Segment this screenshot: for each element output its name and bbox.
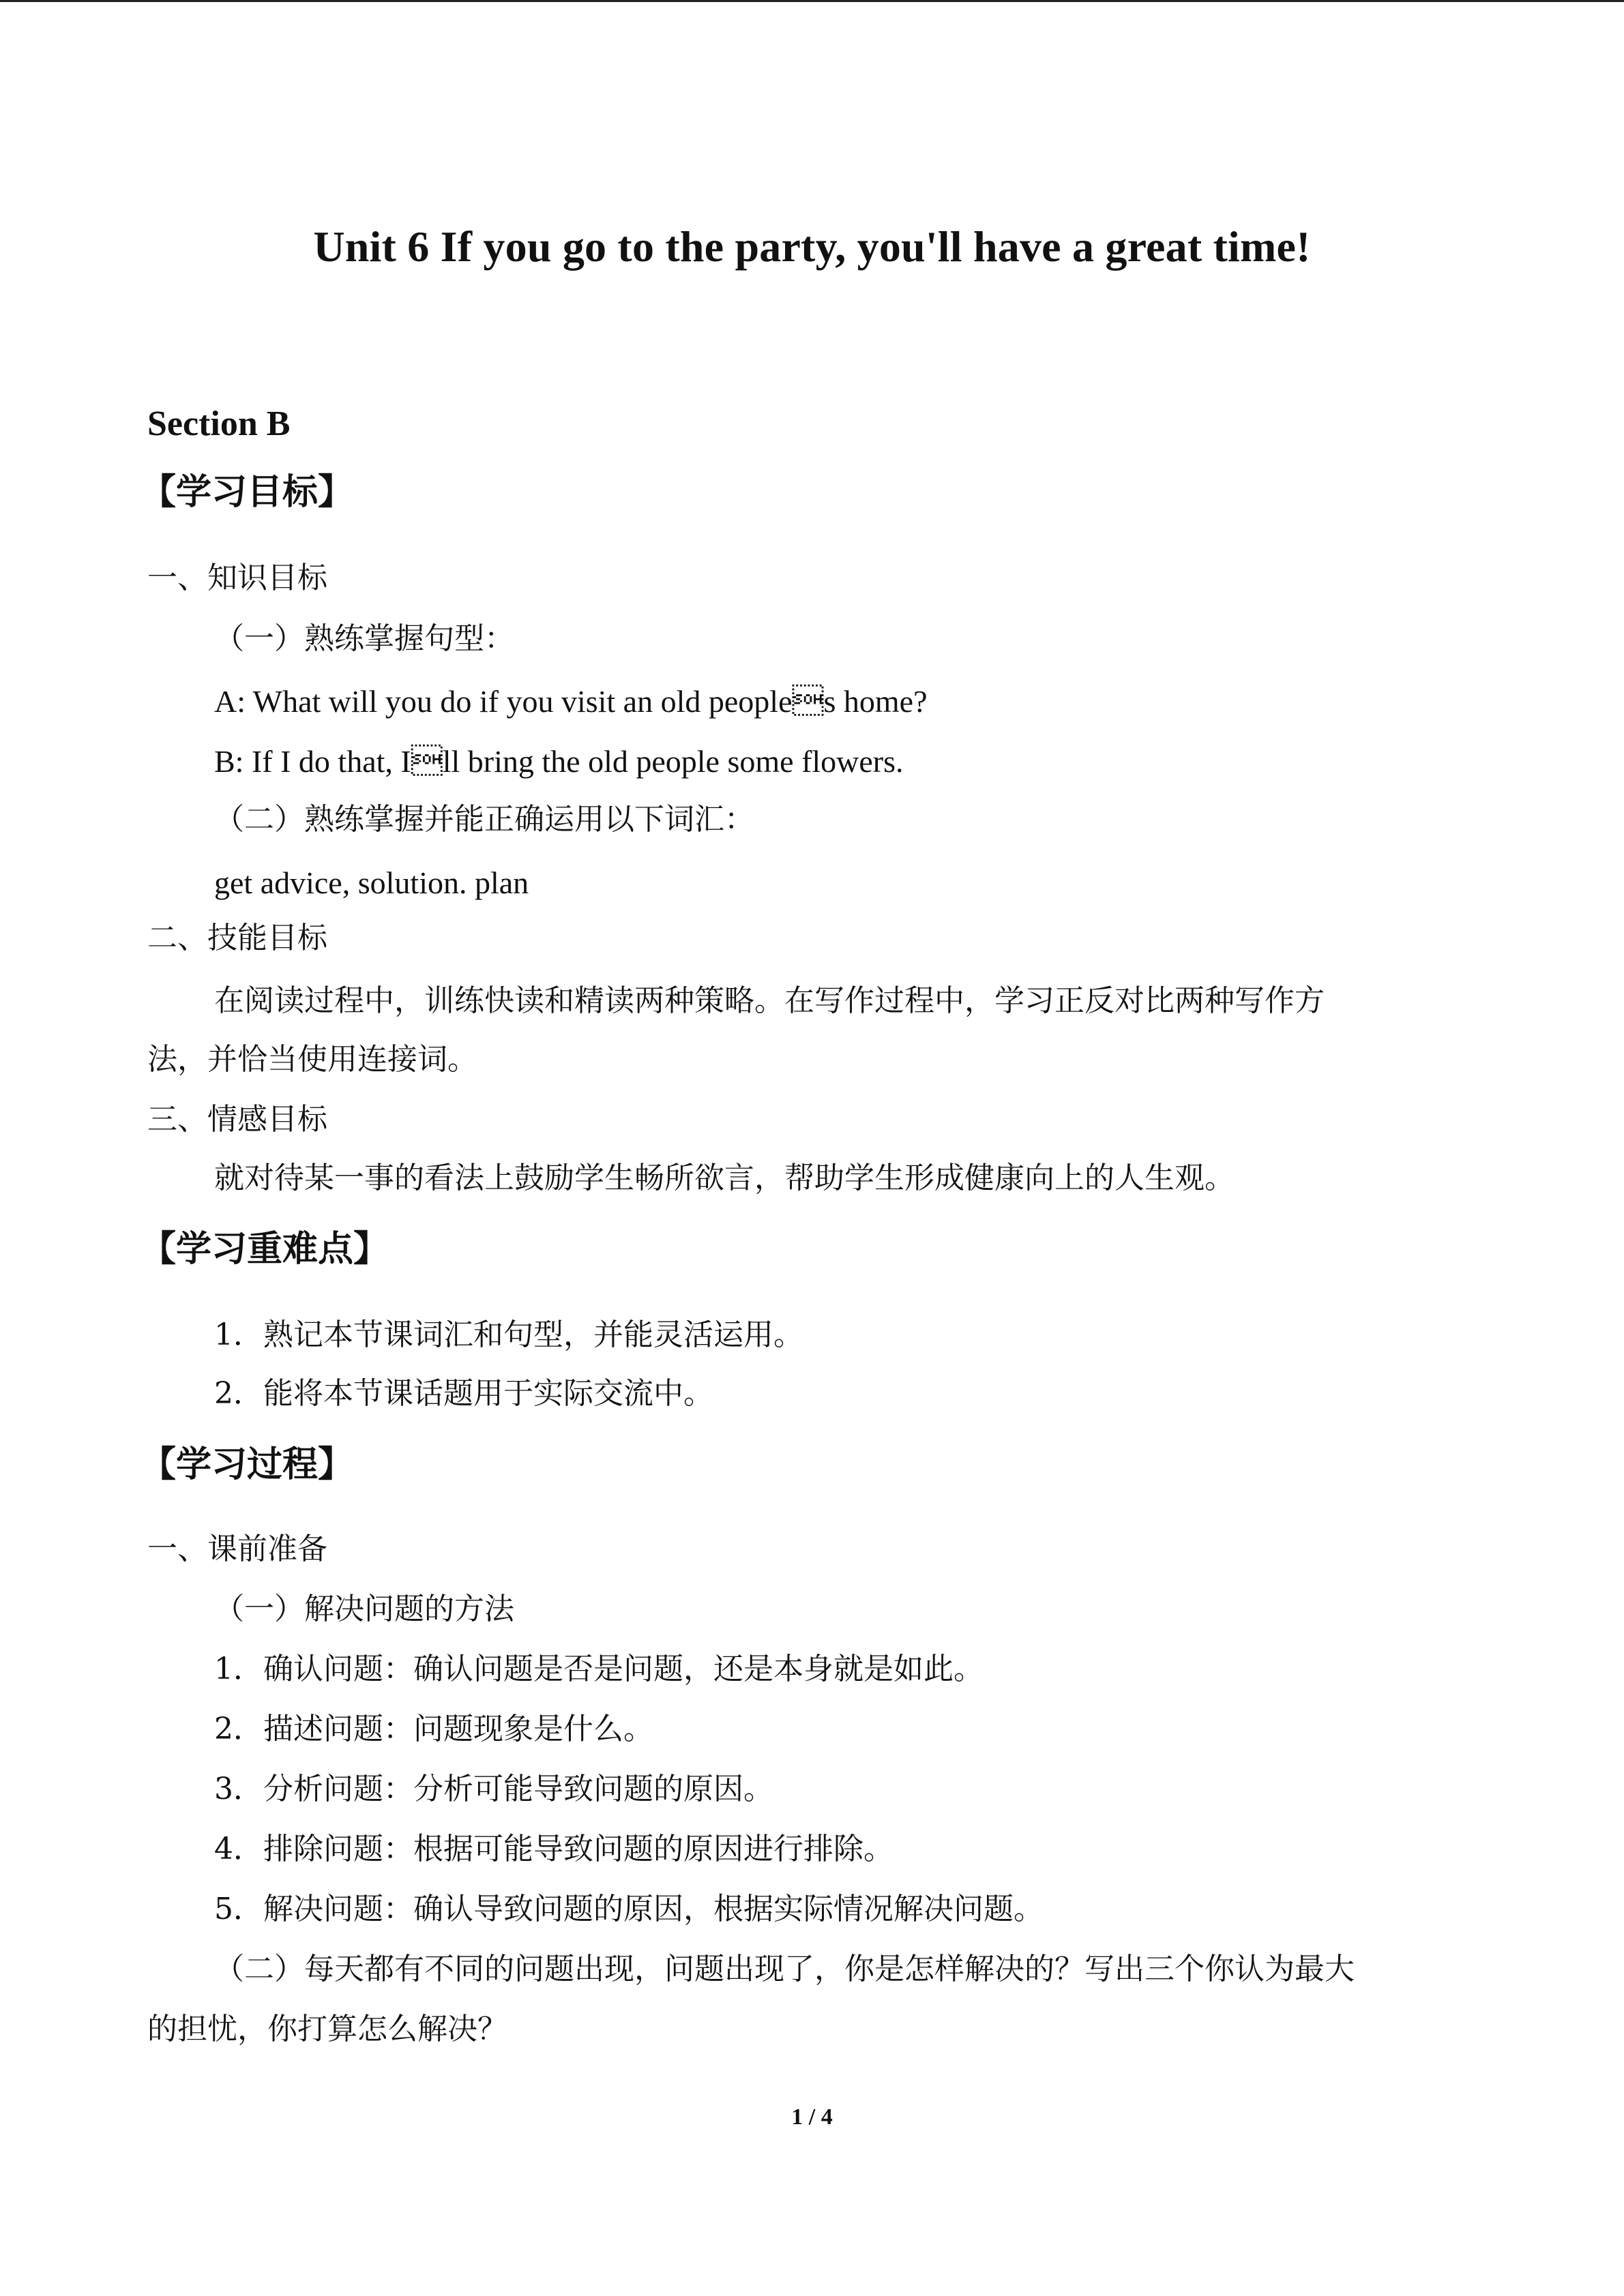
section-label: Section B — [147, 404, 291, 443]
key-point-item: 1．熟记本节课词汇和句型，并能灵活运用。 — [214, 1317, 803, 1352]
sentence-b: B: If I do that, Ill bring the old people some flowers. — [214, 744, 904, 779]
skill-goals-paragraph-line1: 在阅读过程中，训练快读和精读两种策略。在写作过程中，学习正反对比两种写作方 — [214, 983, 1325, 1018]
problem-step: 1．确认问题：确认问题是否是问题，还是本身就是如此。 — [214, 1652, 984, 1686]
sentence-patterns-subheading: （一）熟练掌握句型： — [214, 621, 514, 656]
emotion-goals-heading: 三、情感目标 — [147, 1102, 327, 1137]
top-border-rule — [0, 0, 1624, 2]
problem-step: 2．描述问题：问题现象是什么。 — [214, 1712, 653, 1746]
heading-learning-goals: 【学习目标】 — [141, 472, 354, 513]
sentence-a: A: What will you do if you visit an old peoples home? — [214, 684, 928, 719]
heading-key-points: 【学习重难点】 — [141, 1229, 389, 1270]
daily-problems-paragraph-line1: （二）每天都有不同的问题出现，问题出现了，你是怎样解决的？写出三个你认为最大 — [214, 1952, 1355, 1986]
problem-solving-subheading: （一）解决问题的方法 — [214, 1592, 514, 1626]
problem-step: 5．解决问题：确认导致问题的原因，根据实际情况解决问题。 — [214, 1892, 1044, 1926]
problem-step: 3．分析问题：分析可能导致问题的原因。 — [214, 1772, 773, 1806]
daily-problems-paragraph-line2: 的担忧，你打算怎么解决？ — [147, 2012, 507, 2046]
skill-goals-heading: 二、技能目标 — [147, 921, 327, 955]
problem-step: 4．排除问题：根据可能导致问题的原因进行排除。 — [214, 1832, 894, 1866]
vocabulary-subheading: （二）熟练掌握并能正确运用以下词汇： — [214, 802, 754, 837]
heading-learning-process: 【学习过程】 — [141, 1444, 354, 1485]
pre-class-prep-heading: 一、课前准备 — [147, 1532, 327, 1566]
document-title: Unit 6 If you go to the party, you'll have a great time! — [313, 222, 1311, 271]
key-point-item: 2．能将本节课话题用于实际交流中。 — [214, 1376, 713, 1411]
page-number: 1 / 4 — [791, 2104, 833, 2130]
knowledge-goals-heading: 一、知识目标 — [147, 561, 327, 595]
vocabulary-list: get advice, solution. plan — [214, 865, 529, 900]
skill-goals-paragraph-line2: 法，并恰当使用连接词。 — [147, 1042, 477, 1077]
emotion-goals-paragraph: 就对待某一事的看法上鼓励学生畅所欲言，帮助学生形成健康向上的人生观。 — [214, 1161, 1235, 1195]
